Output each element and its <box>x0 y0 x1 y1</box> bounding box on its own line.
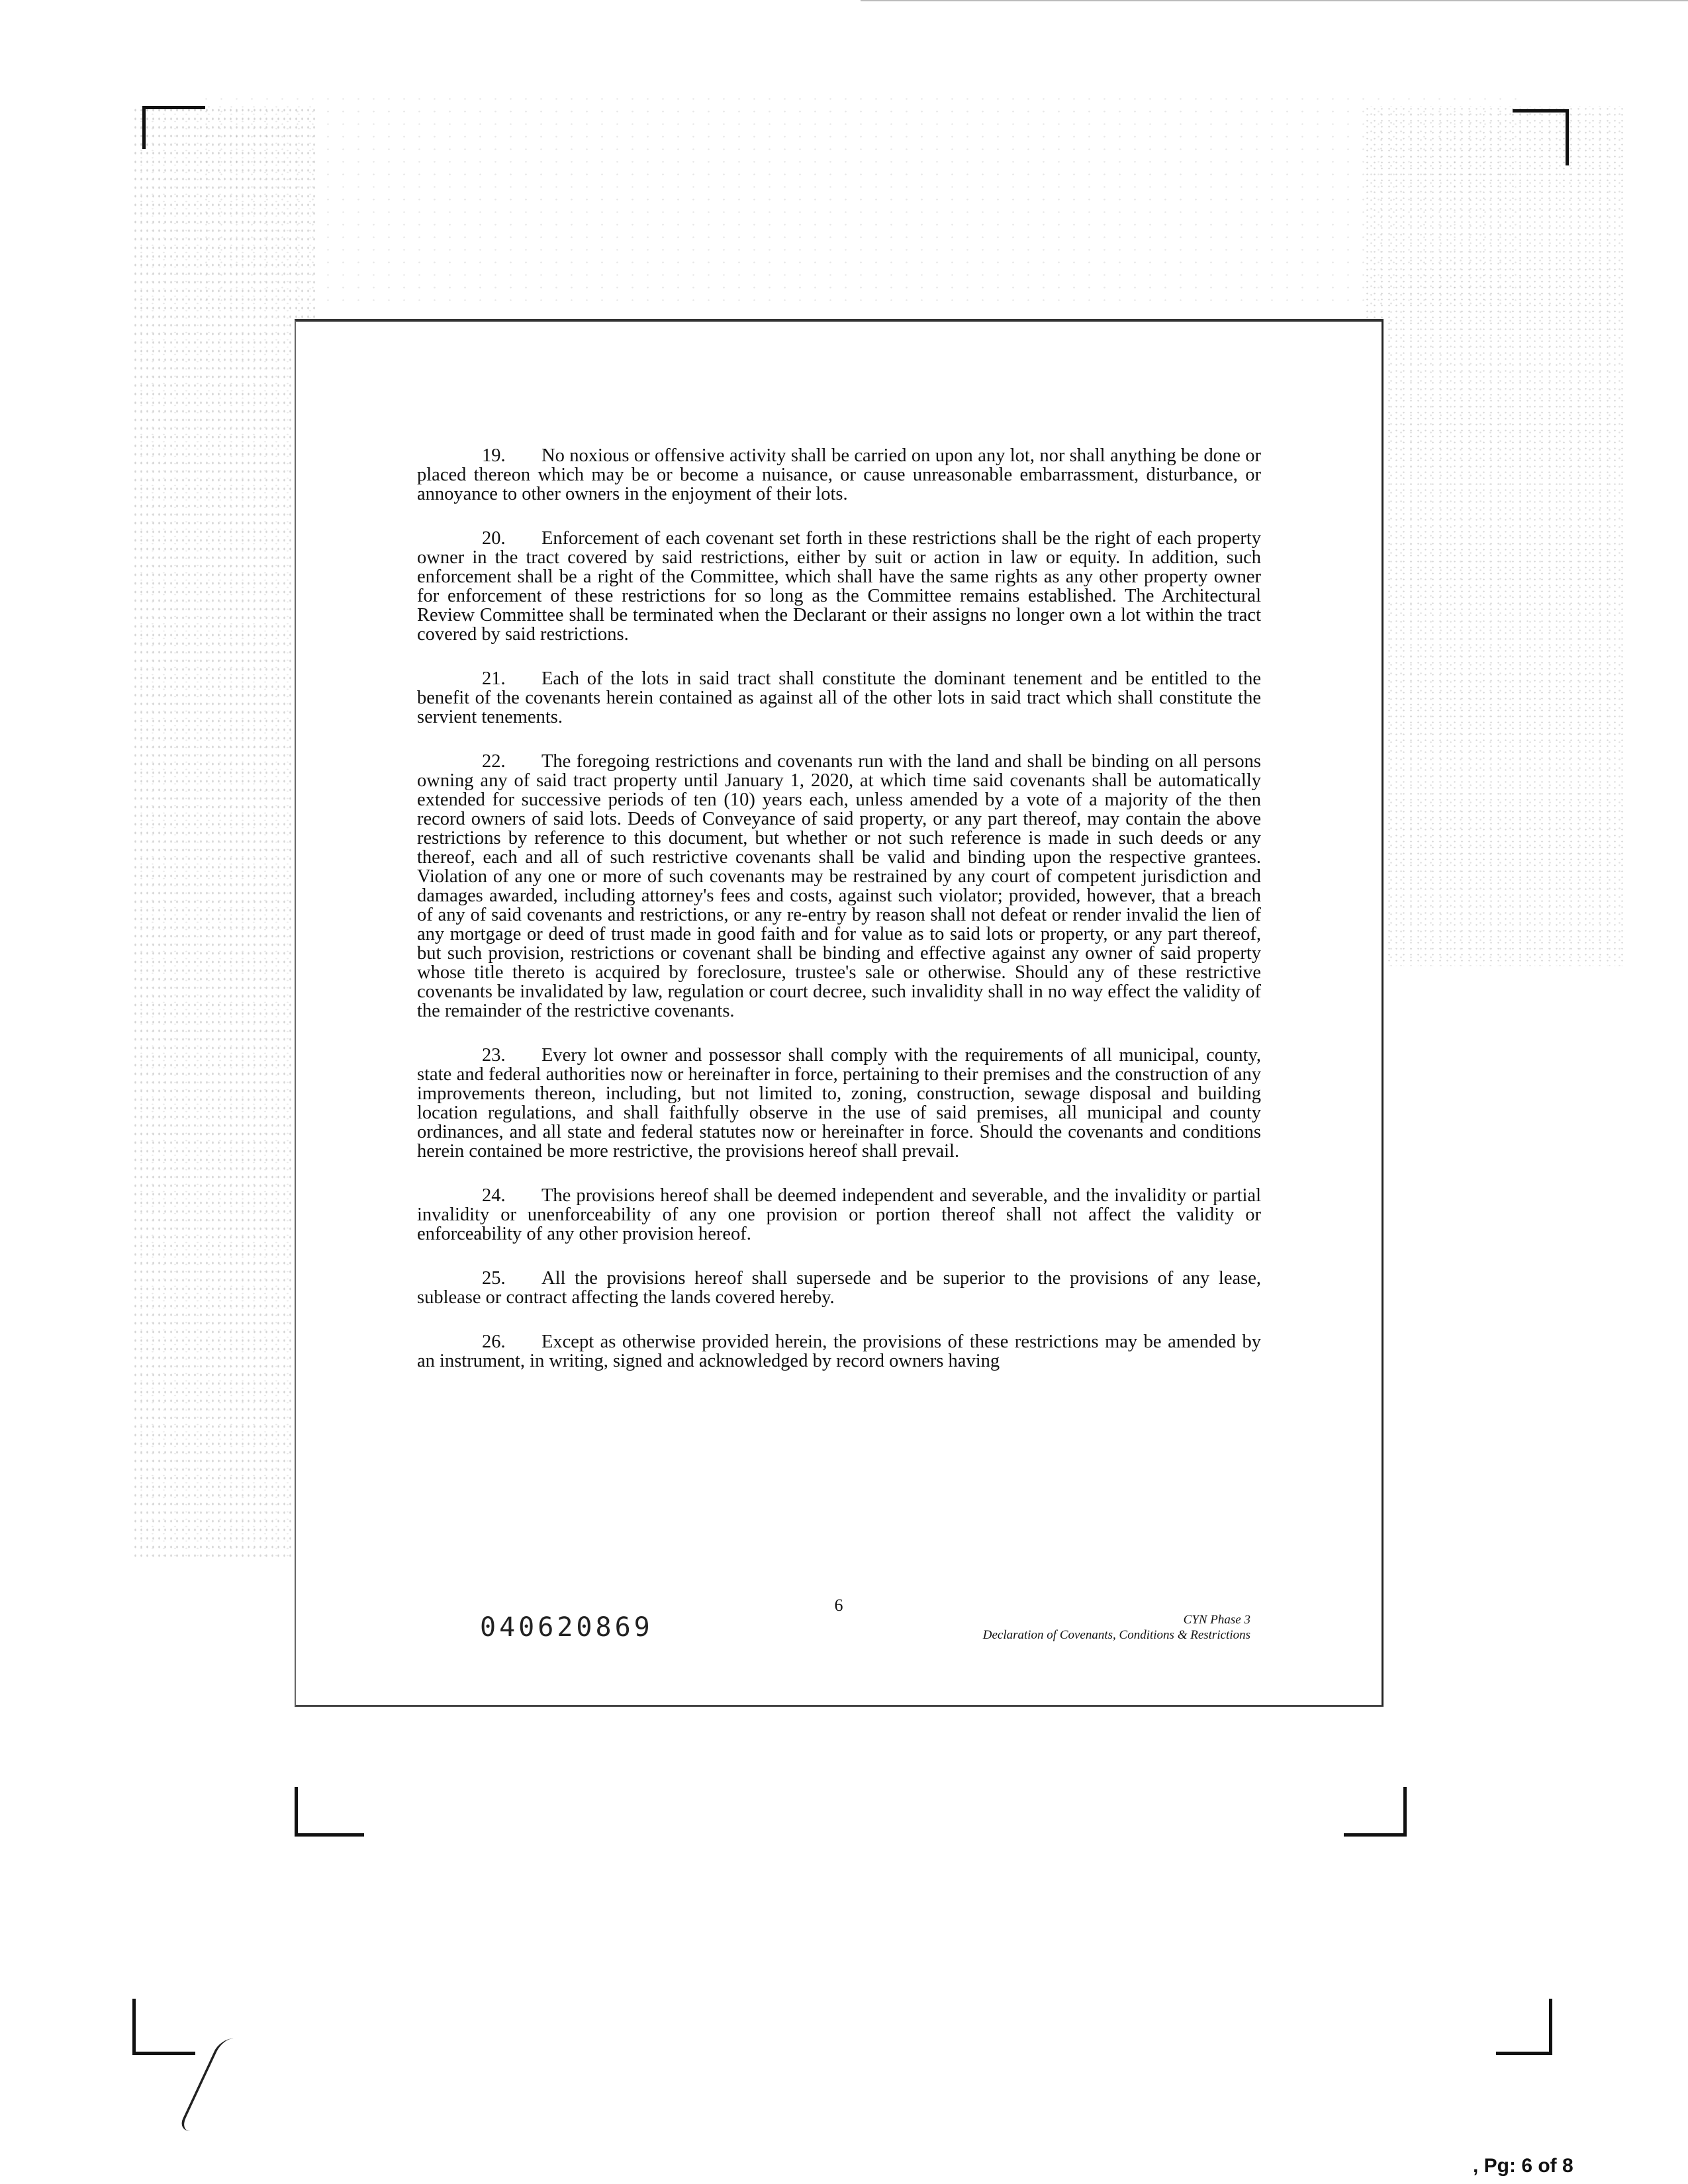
paragraph-26 <box>417 1332 1261 1371</box>
paragraph-25 <box>417 1269 1261 1307</box>
page-number: 6 <box>834 1596 843 1615</box>
paragraph-22 <box>417 752 1261 1021</box>
paragraph-23 <box>417 1046 1261 1161</box>
paragraph-text: Except as otherwise provided herein, the provisions of these restrictions may be amended by an instrument, in writing, signed and acknowledged by record owners having <box>417 1332 1261 1371</box>
page-count-label: , Pg: 6 of 8 <box>1473 2155 1573 2177</box>
paragraph-number: 25. <box>482 1268 506 1289</box>
paragraph-number: 21. <box>482 668 506 689</box>
scan-noise-left <box>132 106 318 1562</box>
paragraph-text: All the provisions hereof shall supersede and be superior to the provisions of any lease, sublease or contract affecting the lands covered hereby. <box>417 1268 1261 1308</box>
paragraph-19 <box>417 446 1261 504</box>
document-page <box>295 319 1383 1707</box>
scan-noise-top <box>199 93 1523 304</box>
crop-mark-top-left <box>142 106 205 149</box>
footer-title: Declaration of Covenants, Conditions & Restrictions <box>982 1628 1250 1642</box>
footer-project: CYN Phase 3 <box>1183 1613 1250 1627</box>
scan-noise-right <box>1364 106 1628 966</box>
paragraph-number: 26. <box>482 1332 506 1352</box>
paragraph-text: Each of the lots in said tract shall constitute the dominant tenement and be entitled to the benefit of the covenants herein contained as against all of the other lots in said tract which shall constitute the servient tenements. <box>417 668 1261 727</box>
crop-mark-outer-bottom-left <box>132 1999 195 2055</box>
paragraph-text: Enforcement of each covenant set forth in these restrictions shall be the right of each property owner in the tract covered by said restrictions, either by suit or action in law or equity. In addition, such enforcement shall be a right of the Committee, which shall have the same rights as any other property owner for enforcement of these restrictions for so long as the Committee remains established. The Architectural Review Committee shall be terminated when the Declarant or their assigns no longer own a lot within the tract covered by said restrictions. <box>417 528 1261 645</box>
paragraph-text: Every lot owner and possessor shall comply with the requirements of all municipal, county, state and federal authorities now or hereinafter in force, pertaining to their premises and the construction of any improvements thereon, including, but not limited to, zoning, construction, sewage disposal and building location regulations, and shall faithfully observe in the use of said premises, all municipal and county ordinances, and all state and federal statutes now or hereinafter in force. Should the covenants and conditions herein contained be more restrictive, the provisions hereof shall prevail. <box>417 1045 1261 1161</box>
paragraph-20 <box>417 529 1261 644</box>
paragraph-number: 24. <box>482 1185 506 1206</box>
paragraph-text: No noxious or offensive activity shall be carried on upon any lot, nor shall anything be done or placed thereon which may be or become a nuisance, or cause unreasonable embarrassment, disturbance, or annoyance to other owners in the enjoyment of their lots. <box>417 445 1261 504</box>
crop-mark-top-right <box>1513 109 1569 165</box>
paragraph-number: 19. <box>482 445 506 466</box>
scan-top-edge <box>861 0 1688 1</box>
paragraph-text: The foregoing restrictions and covenants run with the land and shall be binding on all persons owning any of said tract property until January 1, 2020, at which time said covenants shall be automatically extended for successive periods of ten (10) years each, unless amended by a vote of a majority of the then record owners of said lots. Deeds of Conveyance of said property, or any part thereof, may contain the above restrictions by reference to this document, but whether or not such reference is made in such deeds or any thereof, each and all of such restrictive covenants shall be valid and binding upon the respective grantees. Violation of any one or more of such covenants may be restrained by any court of competent jurisdiction and damages awarded, including attorney's fees and costs, against such violator; provided, however, that a breach of any of said covenants and restrictions, or any re-entry by reason shall not defeat or render invalid the lien of any mortgage or deed of trust made in good faith and for value as to said lots or property, or any part thereof, but such provision, restrictions or covenant shall be binding and effective against any owner of said property whose title thereto is acquired by foreclosure, trustee's sale or otherwise. Should any of these restrictive covenants be invalidated by law, regulation or court decree, such invalidity shall in no way effect the validity of the remainder of the restrictive covenants. <box>417 751 1261 1021</box>
crop-mark-bottom-left <box>295 1787 364 1837</box>
document-footer <box>983 1612 1250 1643</box>
paragraph-number: 23. <box>482 1045 506 1066</box>
crop-mark-bottom-right <box>1344 1787 1407 1837</box>
paragraph-21 <box>417 669 1261 727</box>
paragraph-number: 20. <box>482 528 506 549</box>
paragraph-24 <box>417 1186 1261 1244</box>
document-body <box>417 446 1261 1396</box>
paragraph-number: 22. <box>482 751 506 772</box>
document-number: 040620869 <box>480 1612 653 1643</box>
crop-mark-outer-bottom-right <box>1496 1999 1552 2055</box>
paragraph-text: The provisions hereof shall be deemed independent and severable, and the invalidity or partial invalidity or unenforceability of any one provision or portion thereof shall not affect the validity or enforceability of any other provision hereof. <box>417 1185 1261 1244</box>
